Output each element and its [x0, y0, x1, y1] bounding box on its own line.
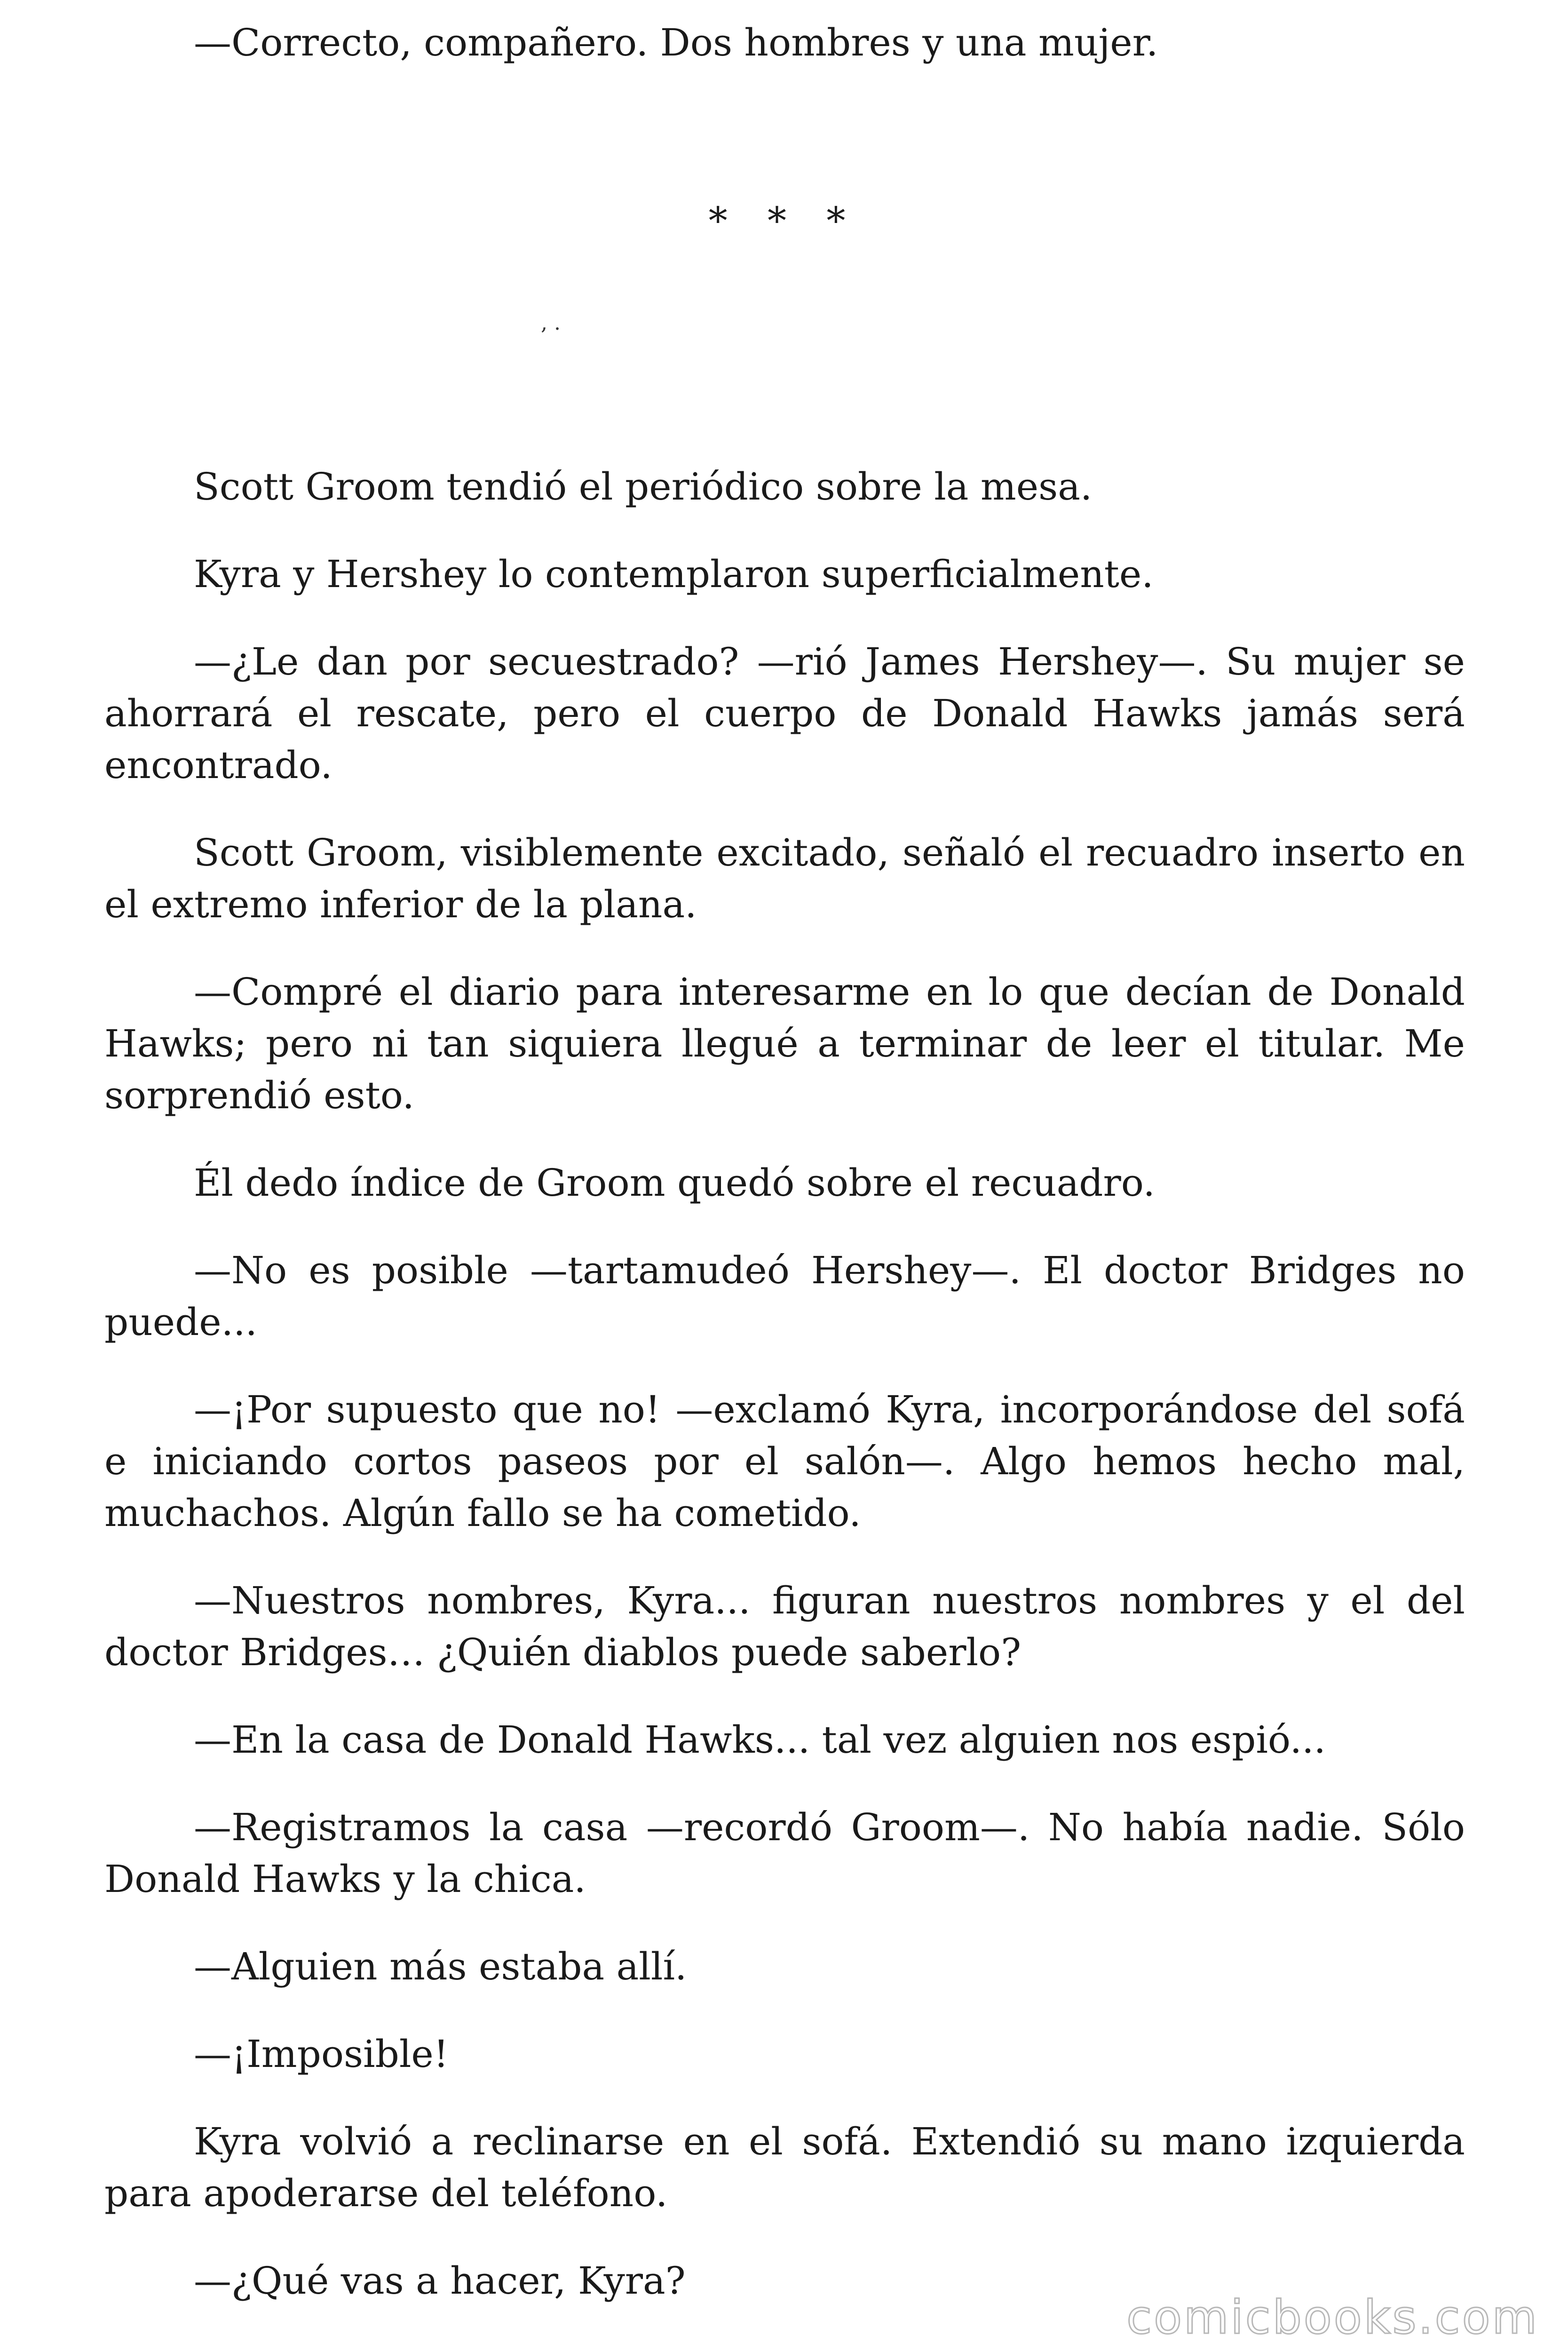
- paragraph: —¡Por supuesto que no! —exclamó Kyra, incorporándose del sofá e iniciando cortos paseos por el salón—. Algo hemos hecho mal, muchachos. Algún fallo se ha cometido.: [104, 1388, 1465, 1535]
- site-watermark: comicbooks.com: [1126, 2291, 1539, 2344]
- paragraph: Scott Groom, visiblemente excitado, señaló el recuadro inserto en el extremo inferior de la plana.: [104, 831, 1465, 926]
- body-text: [104, 461, 1465, 2343]
- paragraph: Él dedo índice de Groom quedó sobre el recuadro.: [194, 1161, 1155, 1205]
- paragraph: —Alguien más estaba allí.: [194, 1945, 687, 1988]
- paragraph: —Registramos la casa —recordó Groom—. No había nadie. Sólo Donald Hawks y la chica.: [104, 1805, 1465, 1901]
- paragraph: —¿Qué vas a hacer, Kyra?: [194, 2259, 686, 2303]
- stray-marks: , .: [541, 311, 561, 335]
- paragraph: —En la casa de Donald Hawks... tal vez alguien nos espió...: [194, 1718, 1326, 1762]
- opening-line: —Correcto, compañero. Dos hombres y una mujer.: [194, 21, 1158, 64]
- paragraph: Scott Groom tendió el periódico sobre la mesa.: [194, 465, 1093, 509]
- scene-break: * * *: [708, 199, 860, 243]
- paragraph: —¡Imposible!: [194, 2032, 449, 2076]
- paragraph: —¿Le dan por secuestrado? —rió James Hershey—. Su mujer se ahorrará el rescate, pero el cuerpo de Donald Hawks jamás será encontrado.: [104, 640, 1465, 787]
- paragraph: Kyra volvió a reclinarse en el sofá. Extendió su mano izquierda para apoderarse del teléfono.: [104, 2120, 1465, 2215]
- paragraph: —Nuestros nombres, Kyra... figuran nuestros nombres y el del doctor Bridges… ¿Quién diablos puede saberlo?: [104, 1579, 1465, 1674]
- paragraph: —Compré el diario para interesarme en lo que decían de Donald Hawks; pero ni tan siquiera llegué a terminar de leer el titular. Me sorprendió esto.: [104, 970, 1465, 1117]
- paragraph: —No es posible —tartamudeó Hershey—. El doctor Bridges no puede...: [104, 1248, 1465, 1344]
- paragraph: Kyra y Hershey lo contemplaron superficialmente.: [194, 552, 1154, 596]
